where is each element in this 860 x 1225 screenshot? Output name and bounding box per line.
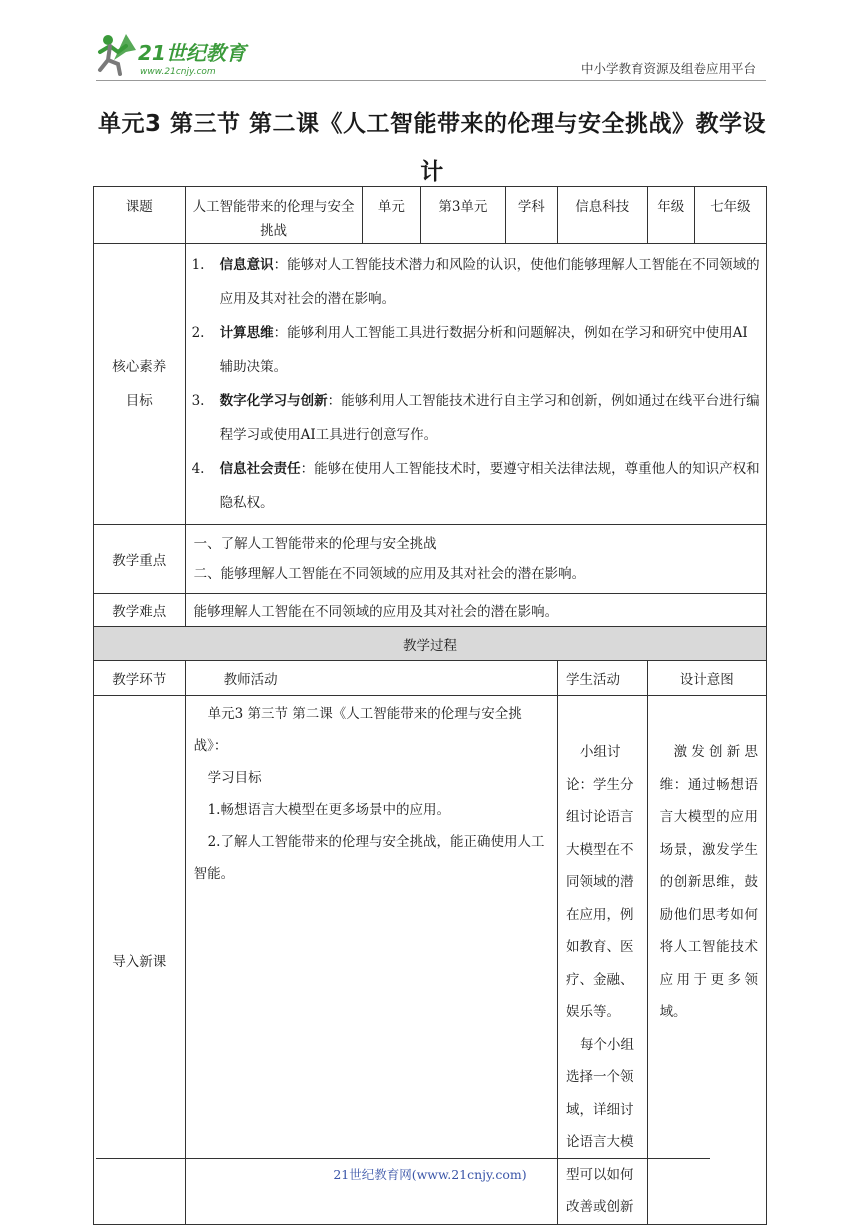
goal-item <box>192 316 760 384</box>
goal-number: 1. <box>191 257 205 273</box>
header-student: 学生活动 <box>558 661 648 696</box>
unit-label: 单元 <box>362 187 421 244</box>
header-stage: 教学环节 <box>94 661 186 696</box>
teacher-line: 1.畅想语言大模型在更多场景中的应用。 <box>207 802 450 818</box>
goal-title: 信息社会责任 <box>219 461 301 477</box>
goal-text: ：能够对人工智能技术潜力和风险的认识，使他们能够理解人工智能在不同领域的应用及其对社会的潜在影响。 <box>219 257 760 307</box>
process-section-row <box>94 627 767 661</box>
subject-value: 信息科技 <box>558 187 648 244</box>
logo-text: 21世纪教育 <box>138 41 246 65</box>
lesson-plan-table <box>93 186 767 1225</box>
goal-item <box>192 452 760 520</box>
goal-text: ：能够在使用人工智能技术时，要遵守相关法律法规，尊重他人的知识产权和隐私权。 <box>219 461 760 511</box>
key-points-row <box>94 525 767 594</box>
teacher-line: 2.了解人工智能带来的伦理与安全挑战，能正确使用人工智能。 <box>193 834 545 882</box>
goal-number: 3. <box>191 393 205 409</box>
header-teacher: 教师活动 <box>185 661 557 696</box>
title-line-1: 单元3 第三节 第二课《人工智能带来的伦理与安全挑战》教学设 <box>97 111 767 137</box>
title-line-2: 计 <box>420 159 444 185</box>
logo-url: www.21cnjy.com <box>140 67 216 77</box>
core-goals-label: 核心素养目标 <box>94 244 186 525</box>
teacher-line: 单元3 第三节 第二课《人工智能带来的伦理与安全挑战》： <box>193 706 522 754</box>
difficulties-row <box>94 594 767 627</box>
goal-text: ：能够利用人工智能工具进行数据分析和问题解决，例如在学习和研究中使用AI辅助决策。 <box>219 325 748 375</box>
process-header-row <box>94 661 767 696</box>
grade-label: 年级 <box>647 187 694 244</box>
goal-text: ：能够利用人工智能技术进行自主学习和创新，例如通过在线平台进行编程学习或使用AI工具进行创意写作。 <box>219 393 760 443</box>
goal-number: 4. <box>191 461 205 477</box>
student-activity <box>558 696 648 1225</box>
core-goals-content <box>185 244 766 525</box>
goal-title: 计算思维 <box>219 325 274 341</box>
header-intent: 设计意图 <box>647 661 766 696</box>
info-row <box>94 187 767 244</box>
goal-title: 信息意识 <box>219 257 274 273</box>
intent-text: 激发创新思维：通过畅想语言大模型的应用场景，激发学生的创新思维，鼓励他们思考如何将人工智能技术应用于更多领域。 <box>659 744 758 1020</box>
platform-name: 中小学教育资源及组卷应用平台 <box>580 61 756 76</box>
difficulties-content: 能够理解人工智能在不同领域的应用及其对社会的潜在影响。 <box>185 594 766 627</box>
process-section-title: 教学过程 <box>94 627 767 661</box>
footer-text[interactable]: 21世纪教育网(www.21cnjy.com) <box>333 1167 527 1182</box>
stage-intro: 导入新课 <box>94 696 186 1225</box>
teacher-activity <box>185 696 557 1225</box>
document-title <box>94 100 770 196</box>
core-goals-row <box>94 244 767 525</box>
goal-item <box>192 384 760 452</box>
header-divider <box>96 80 766 81</box>
subject-label: 学科 <box>505 187 557 244</box>
runner-logo-icon <box>96 30 256 78</box>
student-line: 小组讨论：学生分组讨论语言大模型在不同领域的潜在应用，例如教育、医疗、金融、娱乐等。 <box>566 744 634 1020</box>
student-line: 每个小组选择一个领域，详细讨论语言大模型可以如何改善或创新 <box>566 1036 635 1215</box>
goal-number: 2. <box>191 325 205 341</box>
key-points-label: 教学重点 <box>94 525 186 594</box>
topic-value: 人工智能带来的伦理与安全挑战 <box>185 187 362 244</box>
process-row-intro <box>94 696 767 1225</box>
topic-label: 课题 <box>94 187 186 244</box>
footer-divider <box>96 1158 710 1159</box>
goal-item <box>192 248 760 316</box>
difficulties-label: 教学难点 <box>94 594 186 627</box>
key-points-content <box>185 525 766 594</box>
teacher-line: 学习目标 <box>207 770 262 786</box>
goal-title: 数字化学习与创新 <box>219 393 328 409</box>
key-point-2: 二、能够理解人工智能在不同领域的应用及其对社会的潜在影响。 <box>193 566 586 582</box>
design-intent <box>647 696 766 1225</box>
unit-value: 第3单元 <box>421 187 505 244</box>
site-logo <box>96 30 256 78</box>
grade-value: 七年级 <box>694 187 766 244</box>
key-point-1: 一、了解人工智能带来的伦理与安全挑战 <box>193 536 437 552</box>
